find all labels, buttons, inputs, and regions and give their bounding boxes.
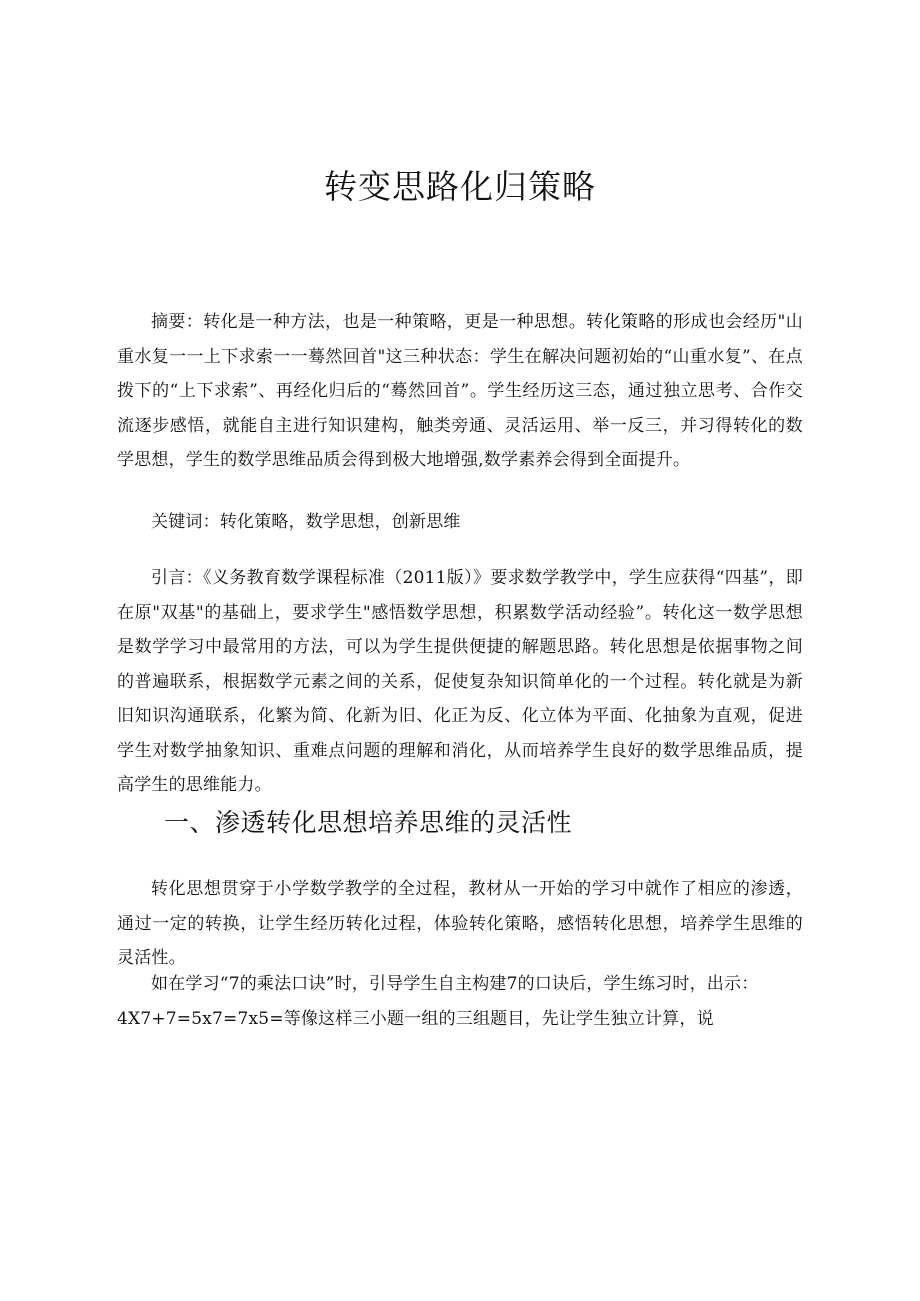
section-paragraph-2-line-2: 4X7+7=5x7=7x5=等像这样三小题一组的三组题目，先让学生独立计算，说 [117,1009,714,1029]
section-paragraph-1: 转化思想贯穿于小学数学教学的全过程，教材从一开始的学习中就作了相应的渗透，通过一定的转换，让学生经历转化过程，体验转化策略，感悟转化思想，培养学生思维的灵活性。 [117,879,803,968]
introduction-label: 引言： [151,568,204,588]
document-title: 转变思路化归策略 [324,167,596,206]
keywords-label: 关键词： [151,512,220,532]
abstract-label: 摘要： [151,312,204,332]
abstract-paragraph [117,305,803,478]
abstract-text: 转化是一种方法，也是一种策略，更是一种思想。转化策略的形成也会经历"山重水复一一上下求索一一蓦然回首"这三种状态：学生在解决问题初始的“山重水复”、在点拨下的“上下求索”、再经化归后的“蓦然回首”。学生经历这三态，通过独立思考、合作交流逐步感悟，就能自主进行知识建构，触类旁通、灵活运用、举一反三，并习得转化的数学思想，学生的数学思维品质会得到极大地增强,数学素养会得到全面提升。 [117,312,803,470]
keywords-paragraph [117,505,803,540]
section-paragraph-2-line-1: 如在学习“7的乘法口诀”时，引导学生自主构建7的口诀后，学生练习时，出示： [151,974,759,994]
section-heading: 一、渗透转化思想培养思维的灵活性 [164,808,573,837]
introduction-text: 《义务教育数学课程标准（2011版）》要求数学教学中，学生应获得“四基”，即在原"双基"的基础上，要求学生"感悟数学思想，积累数学活动经验”。转化这一数学思想是数学学习中最常用的方法，可以为学生提供便捷的解题思路。转化思想是依据事物之间的普遍联系，根据数学元素之间的关系，促使复杂知识简单化的一个过程。转化就是为新旧知识沟通联系，化繁为简、化新为旧、化正为反、化立体为平面、化抽象为直观，促进学生对数学抽象知识、重难点问题的理解和消化，从而培养学生良好的数学思维品质，提高学生的思维能力。 [117,568,803,795]
keywords-text: 转化策略，数学思想，创新思维 [219,512,461,532]
introduction-paragraph [117,561,803,803]
